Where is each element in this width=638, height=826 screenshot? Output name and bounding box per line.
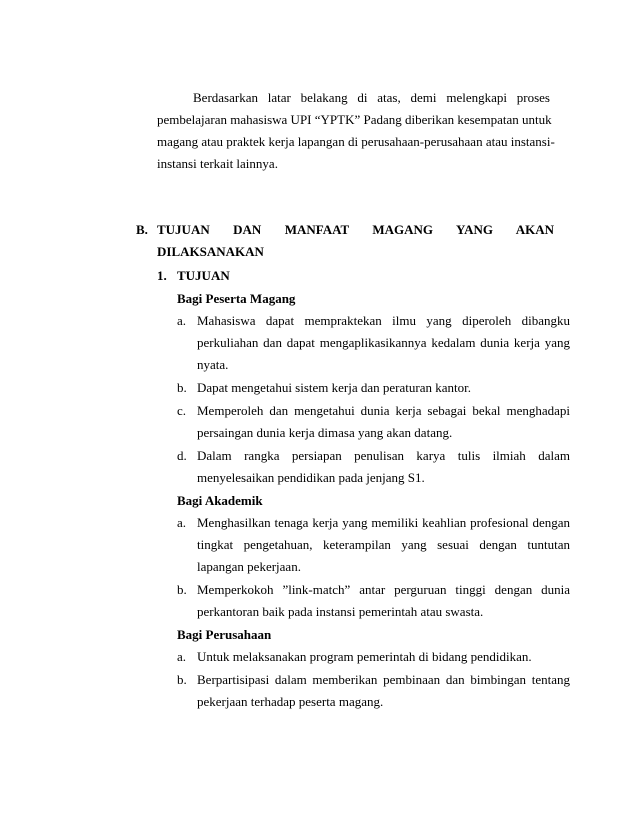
list-item-line: Untuk melaksanakan program pemerintah di bidang pendidikan. (197, 649, 532, 664)
intro-line: pembelajaran mahasiswa UPI “YPTK” Padang diberikan kesempatan untuk (157, 112, 552, 127)
list-item-line: pekerjaan terhadap peserta magang. (197, 694, 384, 709)
intro-paragraph (157, 87, 555, 175)
list-item-line: Mahasiswa dapat mempraktekan ilmu yang diperoleh dibangku (197, 313, 570, 328)
section-b-label: B. (136, 222, 148, 237)
list-item-letter: b. (177, 380, 187, 395)
section-b-heading-line: DILAKSANAKAN (157, 244, 264, 259)
list-item (177, 646, 554, 668)
list-item-letter: a. (177, 313, 187, 328)
section-b-heading-line: TUJUAN DAN MANFAAT MAGANG YANG AKAN (157, 222, 554, 237)
list-item-letter: b. (177, 582, 187, 597)
list-item-line: menyelesaikan pendidikan pada jenjang S1. (197, 470, 425, 485)
list-item-line: perkantoran baik pada instansi pemerintah atau swasta. (197, 604, 484, 619)
subsection-number: 1. (157, 268, 167, 283)
section-b (136, 219, 570, 714)
subsection-title: TUJUAN (177, 268, 230, 283)
list-item (177, 377, 554, 399)
group-title: Bagi Peserta Magang (177, 291, 296, 306)
list-item (177, 579, 570, 623)
list-item-line: persaingan dunia kerja dimasa yang akan datang. (197, 425, 453, 440)
list-item-line: lapangan pekerjaan. (197, 559, 301, 574)
list-item-line: perkuliahan dan dapat mengaplikasikannya kedalam dunia kerja yang (197, 335, 570, 350)
list-item-line: Dalam rangka persiapan penulisan karya tulis ilmiah dalam (197, 448, 570, 463)
list-item-line: Menghasilkan tenaga kerja yang memiliki keahlian profesional dengan (197, 515, 570, 530)
list-item (177, 400, 570, 444)
group-peserta-magang (136, 288, 570, 489)
list-item (177, 445, 570, 489)
list-item-line: nyata. (197, 357, 229, 372)
intro-line: instansi terkait lainnya. (157, 156, 278, 171)
list-item-letter: d. (177, 448, 187, 463)
subsection-tujuan-heading (136, 265, 554, 287)
intro-line: Berdasarkan latar belakang di atas, demi melengkapi proses (193, 90, 550, 105)
list-item (177, 669, 570, 713)
group-akademik (136, 490, 570, 623)
intro-line: magang atau praktek kerja lapangan di perusahaan-perusahaan atau instansi- (157, 134, 555, 149)
list-item-line: Dapat mengetahui sistem kerja dan peraturan kantor. (197, 380, 471, 395)
list-item-line: tingkat pengetahuan, keterampilan yang sesuai dengan tuntutan (197, 537, 570, 552)
list-item-line: Memperkokoh ”link-match” antar perguruan tinggi dengan dunia (197, 582, 570, 597)
list-item-letter: a. (177, 649, 187, 664)
list-item (177, 512, 570, 578)
list-item-letter: a. (177, 515, 187, 530)
group-perusahaan (136, 624, 570, 713)
section-b-heading (136, 219, 554, 241)
list-item-line: Berpartisipasi dalam memberikan pembinaan dan bimbingan tentang (197, 672, 570, 687)
list-item-letter: c. (177, 403, 187, 418)
list-item-letter: b. (177, 672, 187, 687)
group-title: Bagi Perusahaan (177, 627, 272, 642)
list-item (177, 310, 570, 376)
group-title: Bagi Akademik (177, 493, 263, 508)
list-item-line: Memperoleh dan mengetahui dunia kerja sebagai bekal menghadapi (197, 403, 570, 418)
